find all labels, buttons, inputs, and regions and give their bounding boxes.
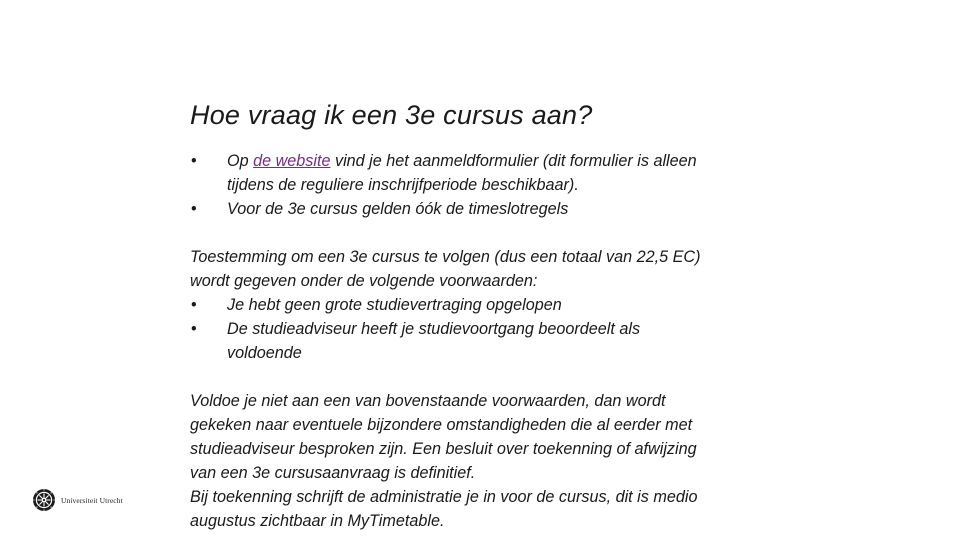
bullet-text-line: tijdens de reguliere inschrijfperiode beschikbaar). (227, 176, 579, 194)
bullet-text: Je hebt geen grote studievertraging opgelopen (227, 296, 562, 314)
bullet-item-website (190, 149, 780, 197)
university-logo (32, 488, 123, 512)
conditions-intro (190, 245, 780, 293)
logo-wordmark: Universiteit Utrecht (61, 495, 123, 505)
university-seal-icon (32, 488, 56, 512)
decision-paragraph (190, 389, 780, 533)
paragraph-line: augustus zichtbaar in MyTimetable. (190, 512, 445, 530)
paragraph-line: studieadviseur besproken zijn. Een besluit over toekenning of afwijzing (190, 440, 697, 458)
bullet-text-line: voldoende (227, 344, 302, 362)
bullet-text (227, 149, 780, 197)
bullet-text: Voor de 3e cursus gelden óók de timeslotregels (227, 200, 569, 218)
bullet-marker: • (191, 320, 197, 338)
website-suffix: vind je het aanmeldformulier (dit formulier is alleen (330, 152, 697, 170)
spacer (190, 221, 780, 245)
bullet-item-timeslot (190, 197, 780, 221)
bullet-text-line (227, 149, 780, 173)
paragraph-line: gekeken naar eventuele bijzondere omstandigheden die al eerder met (190, 416, 693, 434)
website-prefix: Op (227, 152, 254, 170)
bullet-text (227, 317, 780, 365)
paragraph-line: Toestemming om een 3e cursus te volgen (dus een totaal van 22,5 EC) (190, 248, 701, 266)
spacer (190, 365, 780, 389)
bullet-marker: • (191, 152, 197, 170)
paragraph-line: Voldoe je niet aan een van bovenstaande voorwaarden, dan wordt (190, 392, 666, 410)
bullet-marker: • (191, 296, 197, 314)
slide-body (190, 149, 780, 533)
bullet-item-advisor (190, 317, 780, 365)
bullet-item-delay (190, 293, 780, 317)
paragraph-line: Bij toekenning schrijft de administratie je in voor de cursus, dit is medio (190, 488, 698, 506)
paragraph-line: van een 3e cursusaanvraag is definitief. (190, 464, 476, 482)
slide-title: Hoe vraag ik een 3e cursus aan? (190, 100, 593, 130)
bullet-text-line: De studieadviseur heeft je studievoortgang beoordeelt als (227, 320, 641, 338)
bullet-marker: • (191, 200, 197, 218)
paragraph-line: wordt gegeven onder de volgende voorwaarden: (190, 272, 538, 290)
website-link[interactable]: de website (253, 152, 331, 170)
